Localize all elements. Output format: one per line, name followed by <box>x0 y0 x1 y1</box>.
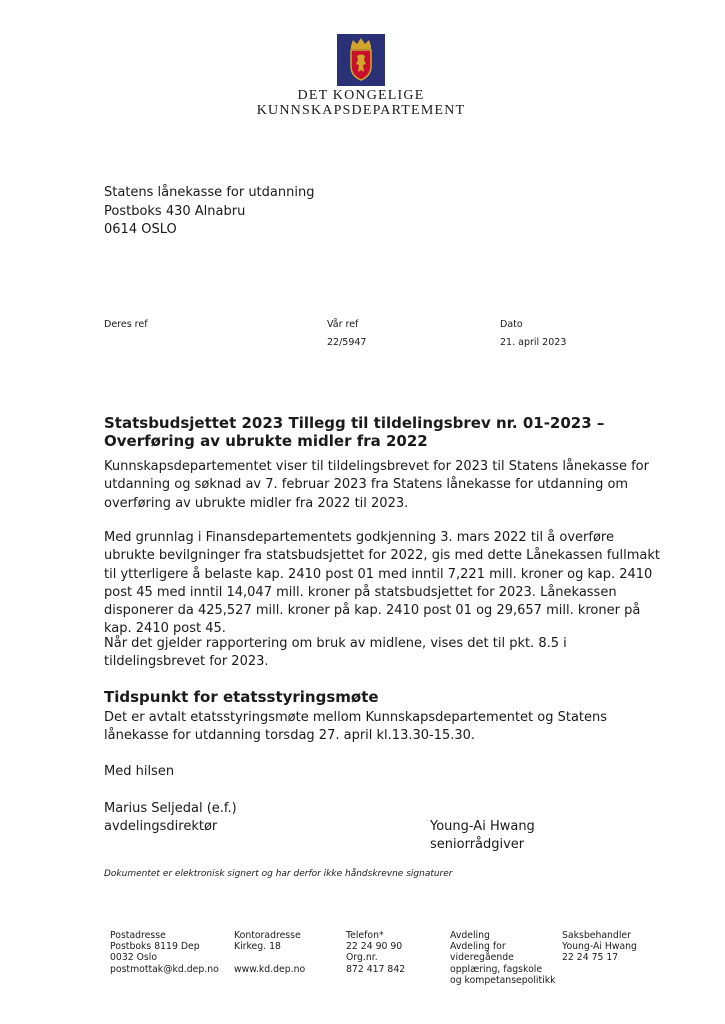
footer-website-link[interactable]: www.kd.dep.no <box>234 963 306 975</box>
footer-text: opplæring, fagskole <box>450 963 543 975</box>
footer-text: Avdeling <box>450 930 490 941</box>
footer-email[interactable]: postmottak@kd.dep.no <box>110 963 219 975</box>
footer-text: 872 417 842 <box>346 963 406 975</box>
deres-ref-label: Deres ref <box>104 319 148 330</box>
footer-text: Young-Ai Hwang <box>562 941 637 953</box>
paragraph-2: Med grunnlag i Finansdepartementets godkjenning 3. mars 2022 til å overføre ubrukte bevilgninger fra statsbudsjettet for 2022, gis med dette Lånekassen fullmakt til ytterligere å belaste kap. 2410 post 01 med inntil 7,221 mill. kroner og kap. 2410 post 45 med inntil 14,047 mill. kroner på statsbudsjettet for 2023. Lånekassen disponerer da 425,527 mill. kroner på kap. 2410 post 01 og 29,657 mill. kroner på kap. 2410 post 45. <box>104 530 661 637</box>
signature-note: Dokumentet er elektronisk signert og har derfor ikke håndskrevne signaturer <box>104 869 453 879</box>
paragraph-1: Kunnskapsdepartementet viser til tildelingsbrevet for 2023 til Statens lånekasse for utdanning og søknad av 7. februar 2023 fra Statens lånekasse for utdanning om overføring av ubrukte midler fra 2022 til 2023. <box>104 459 649 511</box>
department-name-line1: DET KONGELIGE <box>297 88 425 103</box>
recipient-address <box>104 184 314 240</box>
footer-text: Avdeling for <box>450 941 506 953</box>
footer-telefon <box>346 930 405 975</box>
dato-label: Dato <box>500 319 523 330</box>
footer-text: 22 24 90 90 <box>346 941 403 953</box>
footer-text: 0032 Oslo <box>110 952 158 964</box>
signer1-name: Marius Seljedal (e.f.) <box>104 801 237 816</box>
coat-of-arms-icon <box>337 34 385 86</box>
paragraph-3: Når det gjelder rapportering om bruk av midlene, vises det til pkt. 8.5 i tildelingsbrevet for 2023. <box>104 636 567 670</box>
section-heading: Tidspunkt for etatsstyringsmøte <box>104 688 379 706</box>
footer-text: Telefon* <box>346 930 384 941</box>
recipient-postbox: Postboks 430 Alnabru <box>104 203 246 219</box>
footer-text: Postboks 8119 Dep <box>110 941 200 953</box>
footer-text: Kontoradresse <box>234 930 301 941</box>
footer-avdeling <box>450 930 556 986</box>
dato-value: 21. april 2023 <box>500 337 567 348</box>
footer-text: og kompetansepolitikk <box>450 974 556 986</box>
footer-text <box>234 952 305 963</box>
footer-text: 22 24 75 17 <box>562 952 619 964</box>
footer-text: Postadresse <box>110 930 166 941</box>
footer-kontoradresse <box>234 930 305 975</box>
footer-text: Saksbehandler <box>562 930 631 941</box>
footer-saksbehandler <box>562 930 637 964</box>
footer-postadresse <box>110 930 219 975</box>
var-ref-value: 22/5947 <box>327 337 367 348</box>
footer-text: videregående <box>450 952 514 964</box>
greeting: Med hilsen <box>104 764 175 779</box>
department-name-line2: KUNNSKAPSDEPARTEMENT <box>256 103 466 118</box>
recipient-city: 0614 OSLO <box>104 222 177 237</box>
letter-title: Statsbudsjettet 2023 Tillegg til tildelingsbrev nr. 01-2023 – Overføring av ubrukte midler fra 2022 <box>104 414 605 450</box>
signer2-title: seniorrådgiver <box>430 837 525 852</box>
var-ref-label: Vår ref <box>327 319 359 330</box>
paragraph-4: Det er avtalt etatsstyringsmøte mellom Kunnskapsdepartementet og Statens lånekasse for utdanning torsdag 27. april kl.13.30-15.30. <box>104 710 608 744</box>
footer-text: Org.nr. <box>346 952 378 964</box>
signer2-name: Young-Ai Hwang <box>430 819 535 834</box>
signer1-title: avdelingsdirektør <box>104 819 218 834</box>
footer-text: Kirkeg. 18 <box>234 941 281 953</box>
recipient-name: Statens lånekasse for utdanning <box>104 185 315 200</box>
